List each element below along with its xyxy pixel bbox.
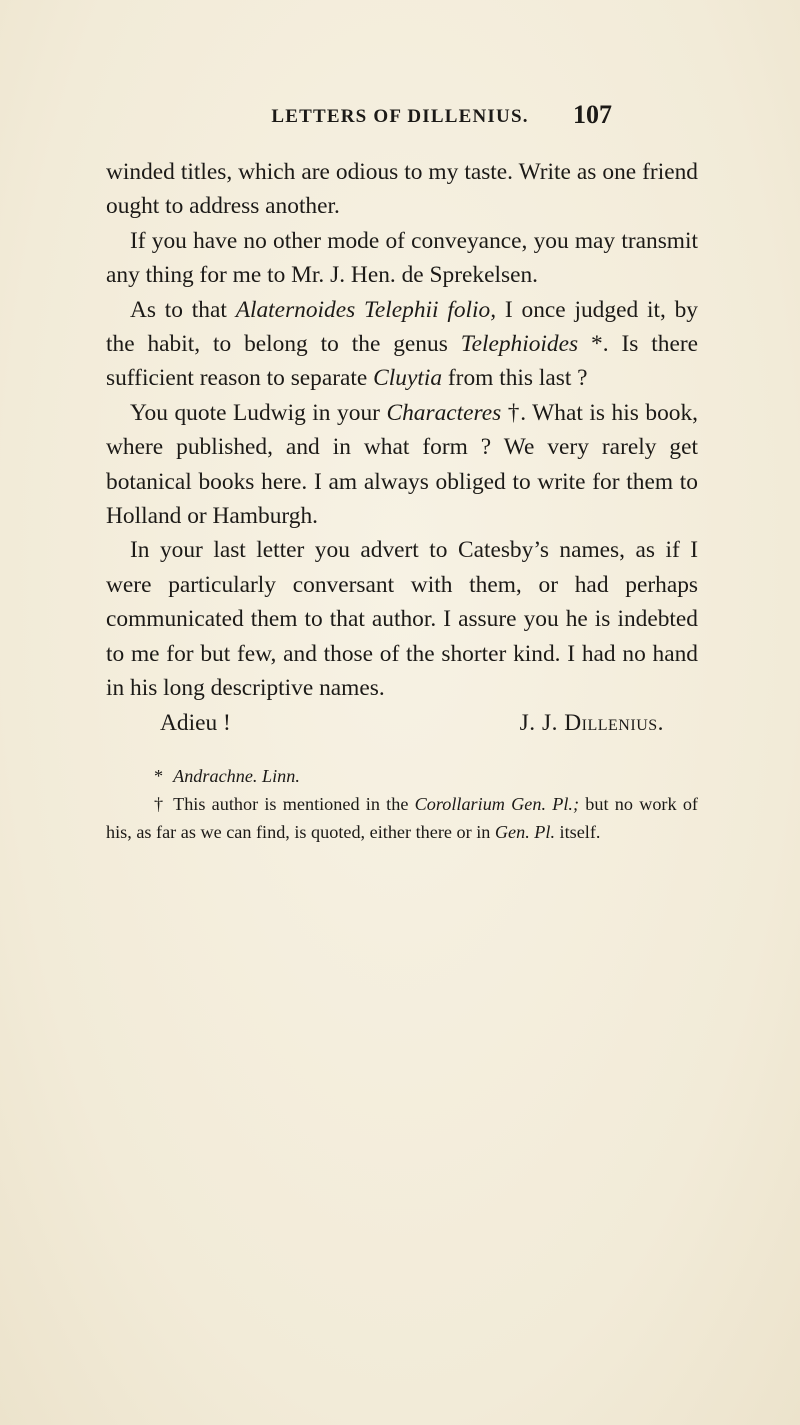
footnote-2-mark: † <box>154 794 164 814</box>
running-title: LETTERS OF DILLENIUS. <box>271 106 529 127</box>
paragraph-3 <box>106 293 698 396</box>
footnote-2 <box>106 790 698 846</box>
footnote-1 <box>106 762 698 790</box>
paragraph-2 <box>106 224 698 293</box>
footnote-2-text-b: but no work of his, as far as we can find, is quoted, either there or in <box>106 794 698 842</box>
paragraph-5 <box>106 533 698 705</box>
footnote-2-gen-pl: Gen. Pl. <box>494 822 555 842</box>
footnote-2-corollarium: Corollarium Gen. Pl.; <box>414 794 580 814</box>
footnote-2-text-c: itself. <box>555 822 601 842</box>
paragraph-3-text-d: from this last ? <box>442 365 588 392</box>
genus-cluytia: Cluytia <box>373 365 443 392</box>
page-header <box>0 100 800 140</box>
farewell: Adieu ! <box>160 709 231 736</box>
signature: J. J. Dillenius. <box>519 709 664 736</box>
signoff <box>106 706 698 740</box>
page-number: 107 <box>573 100 612 129</box>
genus-telephioides: Telephioides <box>460 331 579 358</box>
paragraph-4-text-a: You quote Ludwig in your <box>130 399 387 426</box>
paragraph-5-text: In your last letter you advert to Catesby’s names, as if I were particularly conversant with them, or had perhaps communicated them to that author. I assure you he is indebted to me for but few, and those of the shorter kind. I had no hand in his long descriptive names. <box>106 537 698 702</box>
paragraph-1 <box>106 155 698 224</box>
plant-name-alaternoides: Alaternoides Telephii folio, <box>235 296 497 323</box>
footnote-2-text-a: This author is mentioned in the <box>173 794 415 814</box>
paragraph-3-text-b: I once judged it, by the habit, to belong to the genus <box>106 296 698 358</box>
footnote-1-mark: * <box>154 766 164 786</box>
footnotes <box>106 762 698 846</box>
letter-body <box>106 155 698 740</box>
paragraph-2-text: If you have no other mode of conveyance, you may transmit any thing for me to Mr. J. Hen. de Sprekelsen. <box>106 227 698 289</box>
paragraph-4 <box>106 396 698 534</box>
paragraph-3-text-a: As to that <box>130 296 236 323</box>
footnote-1-text: Andrachne. Linn. <box>173 766 300 786</box>
book-title-characteres: Characteres <box>386 399 502 426</box>
paragraph-3-text-c: *. Is there sufficient reason to separate <box>106 331 698 392</box>
paragraph-4-text-b: †. What is his book, where published, and in what form ? We very rarely get botanical books here. I am always obliged to write for them to Holland or Hamburgh. <box>106 399 698 530</box>
paragraph-1-text: winded titles, which are odious to my taste. Write as one friend ought to address another. <box>106 159 698 220</box>
